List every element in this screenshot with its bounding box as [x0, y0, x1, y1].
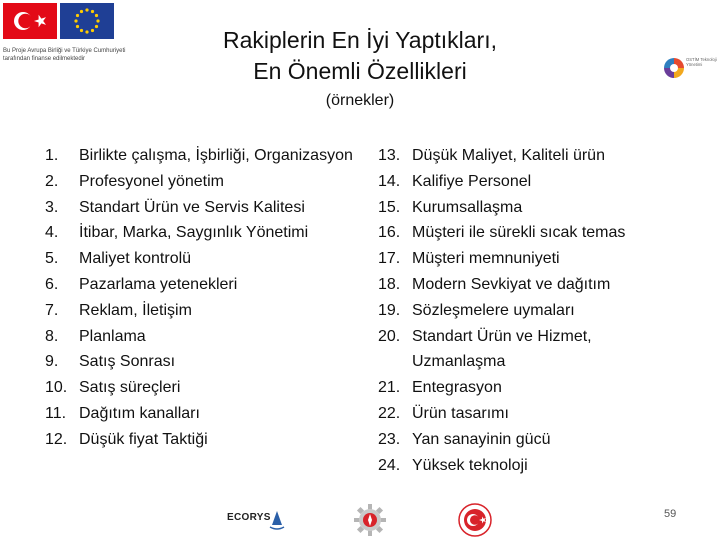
list-item — [378, 375, 668, 401]
list-item-number: 13. — [378, 147, 401, 164]
list-item-text: Profesyonel yönetim — [79, 172, 224, 190]
list-item — [45, 298, 375, 324]
list-item-number: 23. — [378, 430, 401, 448]
list-item — [378, 246, 668, 272]
list-item-text: Düşük Maliyet, Kaliteli ürün — [412, 147, 605, 164]
page-title — [170, 25, 550, 87]
list-item-text: Müşteri ile sürekli sıcak temas — [412, 224, 626, 242]
list-item — [378, 298, 668, 324]
list-item-text: Kurumsallaşma — [412, 198, 523, 216]
list-item-text: Maliyet kontrolü — [79, 250, 192, 268]
list-item — [378, 220, 668, 246]
funding-caption: Bu Proje Avrupa Birliği ve Türkiye Cumhuriyeti tarafından finanse edilmektedir — [3, 48, 126, 62]
list-item — [45, 349, 375, 375]
list-item-number: 20. — [378, 327, 401, 345]
page-subtitle: (örnekler) — [325, 92, 395, 109]
list-item — [378, 401, 668, 427]
list-item-text: Sözleşmelere uymaları — [412, 301, 575, 319]
page-number: 59 — [664, 508, 677, 520]
list-item-number: 22. — [378, 404, 401, 422]
list-item — [45, 195, 375, 221]
list-item — [378, 453, 668, 479]
list-item-number: 10. — [45, 379, 68, 397]
list-item — [45, 272, 375, 298]
list-item-text: Reklam, İletişim — [79, 301, 192, 319]
turkey-flag-logo — [3, 3, 57, 39]
list-item-number: 12. — [45, 430, 68, 448]
list-item — [378, 427, 668, 453]
list-item-number: 14. — [378, 172, 401, 190]
list-item-text: Yan sanayinin gücü — [412, 430, 551, 448]
ecorys-logo-text: ECORYS — [227, 512, 271, 523]
ostim-logo-text: OSTİM Teknoloji Yönetimi — [686, 57, 717, 68]
list-item — [45, 427, 375, 453]
list-item-number: 24. — [378, 456, 401, 474]
list-item-number: 2. — [45, 172, 59, 190]
list-item-text: Müşteri memnuniyeti — [412, 250, 560, 268]
eu-flag-logo — [60, 3, 114, 39]
list-item-text: Kalifiye Personel — [412, 172, 532, 190]
list-item-text: Pazarlama yetenekleri — [79, 275, 238, 293]
list-item-text: Entegrasyon — [412, 379, 502, 397]
list-item-number: 6. — [45, 275, 59, 293]
list-item-number: 8. — [45, 327, 59, 345]
list-item — [45, 375, 375, 401]
list-item-number: 5. — [45, 250, 59, 268]
list-item — [378, 324, 668, 376]
list-item — [378, 169, 668, 195]
list-item-number: 4. — [45, 224, 59, 242]
list-item-number: 18. — [378, 275, 401, 293]
right-list — [378, 143, 668, 478]
list-item-text: Yüksek teknoloji — [412, 456, 528, 474]
list-item — [45, 169, 375, 195]
list-item-text: Planlama — [79, 327, 146, 345]
list-item — [45, 324, 375, 350]
list-item-number: 1. — [45, 147, 59, 164]
list-item-text: Satış süreçleri — [79, 379, 181, 397]
list-item-number: 15. — [378, 198, 401, 216]
list-item — [378, 143, 668, 169]
gear-logo — [352, 502, 388, 538]
list-item-text: Birlikte çalışma, İşbirliği, Organizasyon — [79, 147, 353, 164]
left-list — [45, 143, 375, 453]
list-item-text: Standart Ürün ve Hizmet, Uzmanlaşma — [412, 327, 592, 371]
title-line-2: En Önemli Özellikleri — [253, 58, 467, 84]
list-item-number: 17. — [378, 250, 401, 268]
list-item-number: 21. — [378, 379, 401, 397]
list-item — [45, 220, 375, 246]
list-item-number: 19. — [378, 301, 401, 319]
list-item — [45, 143, 375, 169]
list-item-number: 7. — [45, 301, 59, 319]
list-item-text: Ürün tasarımı — [412, 404, 509, 422]
list-item — [45, 401, 375, 427]
list-item — [378, 272, 668, 298]
list-item — [45, 246, 375, 272]
list-item-text: Modern Sevkiyat ve dağıtım — [412, 275, 611, 293]
list-item-number: 9. — [45, 353, 59, 371]
list-item — [378, 195, 668, 221]
list-item-text: Düşük fiyat Taktiği — [79, 430, 208, 448]
list-item-number: 3. — [45, 198, 59, 216]
list-item-number: 16. — [378, 224, 401, 242]
title-line-1: Rakiplerin En İyi Yaptıkları, — [223, 27, 497, 53]
list-item-text: Satış Sonrası — [79, 353, 176, 371]
list-item-number: 11. — [45, 404, 67, 422]
list-item-text: İtibar, Marka, Saygınlık Yönetimi — [79, 224, 309, 242]
list-item-text: Dağıtım kanalları — [79, 404, 200, 422]
ministry-seal-logo — [458, 503, 492, 537]
list-item-text: Standart Ürün ve Servis Kalitesi — [79, 198, 305, 216]
